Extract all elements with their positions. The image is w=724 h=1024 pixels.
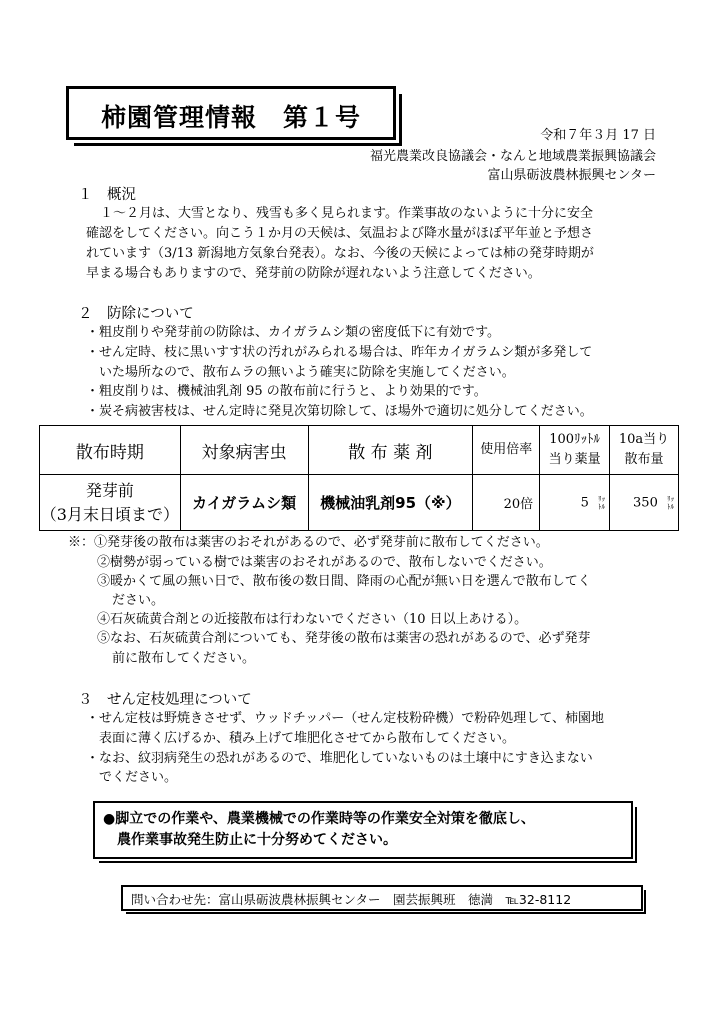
- section-3-heading: ３ せん定枝処理について: [78, 692, 252, 708]
- page-title: 柿園管理情報 第１号: [100, 103, 361, 132]
- header-per100-line1: 100ﾘｯﾄﾙ: [549, 432, 601, 447]
- section-2-bullet-2: ・せん定時、枝に黒いすす状の汚れがみられる場合は、昨年カイガラムシ類が多発して: [86, 345, 593, 360]
- section-2-bullet-3: ・粗皮削りは、機械油乳剤 95 の散布前に行うと、より効果的です。: [86, 384, 487, 399]
- note-1: ※：①発芽後の散布は薬害のおそれがあるので、必ず発芽前に散布してください。: [68, 535, 549, 550]
- note-4: ④石灰硫黄合剤との近接散布は行わないでください（10 日以上あける）。: [97, 612, 528, 627]
- unit-bottom: ﾄﾙ: [598, 502, 606, 511]
- header-per10a-line2: 散布量: [624, 452, 664, 467]
- section-3-bullet-2: ・なお、紋羽病発生の恐れがあるので、堆肥化していないものは土壌中にすき込まない: [86, 751, 593, 766]
- safety-warning-line-2: 農作業事故発生防止に十分努めてください。: [103, 832, 397, 848]
- section-2-bullet-1: ・粗皮削りや発芽前の防除は、カイガラムシ類の密度低下に有効です。: [86, 325, 501, 340]
- cell-per100: [540, 475, 610, 531]
- note-5: ⑤なお、石灰硫黄合剤についても、発芽後の散布は薬害の恐れがあるので、必ず発芽: [97, 631, 591, 646]
- cell-dilution: 20倍: [473, 475, 540, 531]
- header-per10a: [610, 426, 679, 475]
- header-per100-line2: 当り薬量: [548, 452, 601, 467]
- section-1-line-1: １～２月は、大雪となり、残雪も多く見られます。作業事故のないように十分に安全: [100, 206, 593, 221]
- note-3-cont: ださい。: [112, 593, 165, 608]
- section-3-bullet-2-cont: でください。: [86, 770, 178, 785]
- section-3-bullet-1: ・せん定枝は野焼きさせず、ウッドチッパー（せん定枝粉砕機）で粉砕処理して、柿園地: [86, 711, 605, 726]
- header-per100: [540, 426, 610, 475]
- unit-bottom: ﾄﾙ: [667, 502, 674, 511]
- note-3: ③暖かくて風の無い日で、散布後の数日間、降雨の心配が無い日を選んで散布してく: [97, 574, 591, 589]
- note-2: ②樹勢が弱っている樹では薬害のおそれがあるので、散布しないでください。: [97, 555, 552, 570]
- section-1-line-3: れています（3/13 新潟地方気象台発表）。なお、今後の天候によっては柿の発芽時期が: [86, 246, 594, 261]
- cell-pest: カイガラムシ類: [180, 475, 308, 531]
- contact-info: 問い合わせ先：富山県砺波農林振興センター 園芸振興班 徳満 ℡32-8112: [131, 892, 572, 907]
- contact-box: [121, 885, 643, 911]
- cell-timing-line2: （3月末日頃まで）: [40, 504, 179, 524]
- section-3-bullet-1-cont: 表面に薄く広げるか、積み上げて堆肥化させてから散布してください。: [86, 731, 516, 746]
- organization-line-1: 福光農業改良協議会・なんと地域農業振興協議会: [369, 149, 656, 164]
- cell-timing: [40, 475, 181, 531]
- unit-top: ﾘｯ: [667, 494, 674, 503]
- unit-liter: [662, 495, 674, 511]
- section-2-heading: ２ 防除について: [78, 306, 194, 322]
- unit-top: ﾘｯ: [598, 494, 606, 503]
- safety-warning-text: [103, 809, 535, 851]
- section-1-heading: １ 概況: [78, 187, 136, 203]
- table-row: [40, 475, 679, 531]
- section-2-bullet-4: ・炭そ病被害枝は、せん定時に発見次第切除して、ほ場外で適切に処分してください。: [86, 404, 593, 419]
- header-per10a-line1: 10a当り: [618, 432, 670, 447]
- section-1-line-2: 確認をしてください。向こう１か月の天候は、気温および降水量がほぼ平年並と予想さ: [86, 226, 594, 241]
- title-box: [66, 86, 396, 140]
- cell-per10a-value: 350: [633, 495, 658, 510]
- cell-per100-value: 5: [580, 495, 589, 510]
- header-pest: 対象病害虫: [180, 426, 308, 475]
- safety-warning-line-1: ●脚立での作業や、農業機械での作業時等の作業安全対策を徹底し、: [103, 811, 535, 827]
- unit-liter: [593, 495, 605, 511]
- safety-warning-box: [93, 801, 633, 859]
- header-timing: 散布時期: [40, 426, 181, 475]
- organization-line-2: 富山県砺波農林振興センター: [487, 168, 656, 183]
- cell-per10a: [610, 475, 679, 531]
- cell-chemical: 機械油乳剤95（※）: [308, 475, 473, 531]
- note-5-cont: 前に散布してください。: [112, 651, 256, 666]
- cell-timing-line1: 発芽前: [85, 480, 134, 500]
- table-header-row: [40, 426, 679, 475]
- section-1-line-4: 早まる場合もありますので、発芽前の防除が遅れないよう注意してください。: [86, 266, 541, 281]
- issue-date: 令和７年３月 17 日: [540, 128, 656, 143]
- section-2-bullet-2-cont: いた場所なので、散布ムラの無いよう確実に防除を実施してください。: [86, 365, 515, 380]
- header-chemical: 散 布 薬 剤: [308, 426, 473, 475]
- spray-table: [39, 425, 679, 531]
- header-dilution: 使用倍率: [473, 426, 540, 475]
